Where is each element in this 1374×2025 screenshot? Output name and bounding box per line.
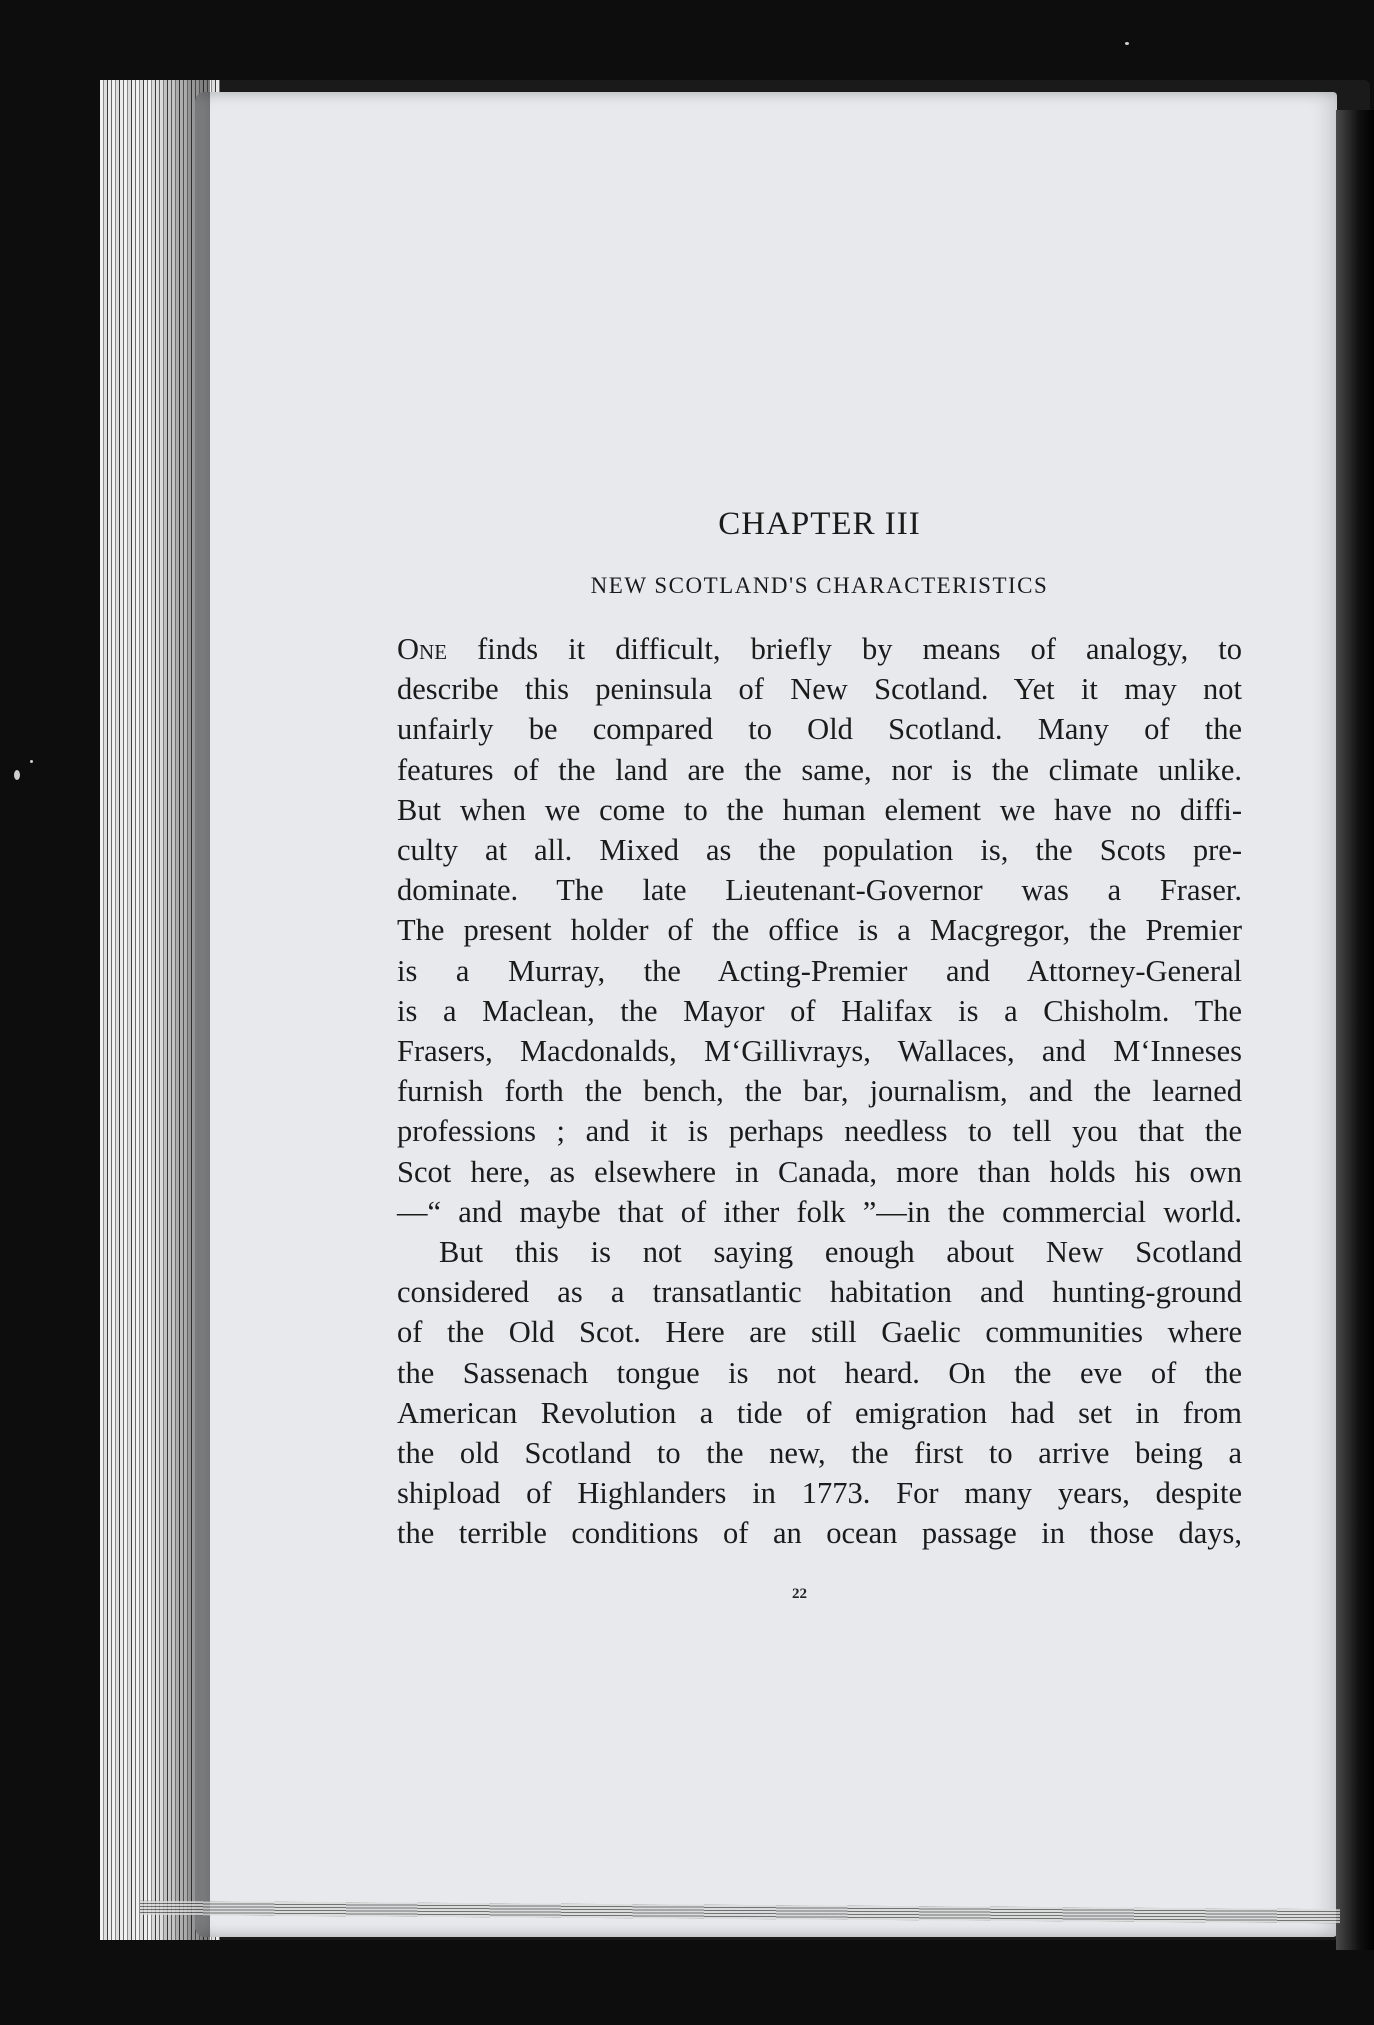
- text-line: considered as a transatlantic habitation and hunting-ground: [397, 1275, 1242, 1310]
- drop-word: One: [397, 632, 448, 666]
- page-number: 22: [792, 1586, 807, 1602]
- binding-gutter: [1336, 110, 1374, 1950]
- chapter-subtitle: NEW SCOTLAND'S CHARACTERISTICS: [590, 573, 1049, 598]
- text-line: features of the land are the same, nor is the climate unlike.: [397, 752, 1242, 787]
- text-line: the terrible conditions of an ocean passage in those days,: [397, 1516, 1242, 1551]
- text-line: professions ; and it is perhaps needless to tell you that the: [397, 1114, 1242, 1149]
- text-line: The present holder of the office is a Macgregor, the Premier: [397, 913, 1242, 948]
- text-line: unfairly be compared to Old Scotland. Many of the: [397, 712, 1242, 747]
- paragraph-1: [397, 629, 1242, 1232]
- text-line: American Revolution a tide of emigration had set in from: [397, 1395, 1242, 1430]
- paragraph-2: [397, 1232, 1242, 1554]
- chapter-title: CHAPTER III: [718, 506, 921, 542]
- edges-shadow: [150, 80, 210, 1940]
- text-line: culty at all. Mixed as the population is, the Scots pre-: [397, 833, 1242, 868]
- text-line: describe this peninsula of New Scotland. Yet it may not: [397, 672, 1242, 707]
- text-line: dominate. The late Lieutenant-Governor was a Fraser.: [397, 873, 1242, 908]
- text-line: the Sassenach tongue is not heard. On the eve of the: [397, 1355, 1242, 1390]
- text-line: of the Old Scot. Here are still Gaelic communities where: [397, 1315, 1242, 1350]
- dust-speck: [30, 760, 33, 763]
- text-line: Frasers, Macdonalds, M‘Gillivrays, Wallaces, and M‘Inneses: [397, 1034, 1242, 1069]
- text-block: [397, 506, 1242, 1554]
- text-line: is a Murray, the Acting-Premier and Attorney-General: [397, 953, 1242, 988]
- text-line: shipload of Highlanders in 1773. For many years, despite: [397, 1476, 1242, 1511]
- text-line: the old Scotland to the new, the first to arrive being a: [397, 1436, 1242, 1471]
- text-line: But this is not saying enough about New Scotland: [439, 1235, 1242, 1270]
- text-line: furnish forth the bench, the bar, journalism, and the learned: [397, 1074, 1242, 1109]
- dust-speck: [14, 770, 20, 780]
- text-line: is a Maclean, the Mayor of Halifax is a Chisholm. The: [397, 993, 1242, 1028]
- dust-speck: [1125, 42, 1129, 45]
- text-line: One finds it difficult, briefly by means of analogy, to: [397, 632, 1242, 666]
- text-line: —“ and maybe that of ither folk ”—in the commercial world.: [397, 1194, 1242, 1229]
- text-line: But when we come to the human element we have no diffi-: [397, 792, 1242, 827]
- text-line: Scot here, as elsewhere in Canada, more than holds his own: [397, 1154, 1242, 1189]
